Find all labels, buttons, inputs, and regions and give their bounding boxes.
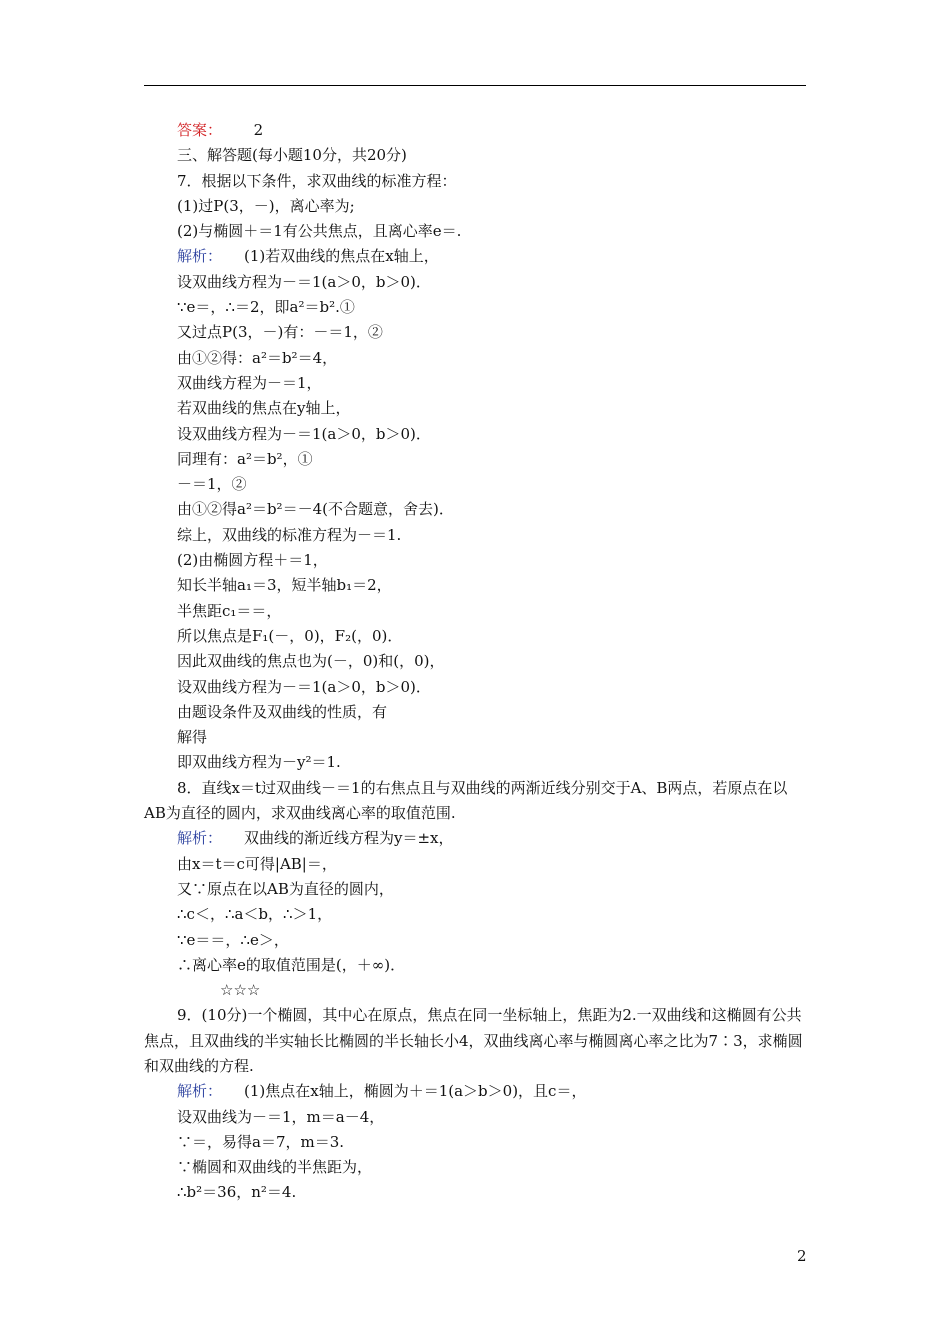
q7-line: 设双曲线方程为－＝1(a＞0，b＞0)． (177, 677, 431, 696)
q9-stem: 9．(10分)一个椭圆，其中心在原点，焦点在同一坐标轴上，焦距为2.一双曲线和这椭圆有公共焦点，且双曲线的半实轴长比椭圆的半长轴长小4，双曲线离心率与椭圆离心率之比为7∶3，求椭圆和双曲线的方程. (144, 1006, 803, 1075)
q8-line: ∴c＜，∴a＜b，∴＞1， (177, 905, 333, 924)
q7-line: 由①②得a²＝b²＝－4(不合题意，舍去)． (177, 500, 454, 519)
q7-line: 综上，双曲线的标准方程为－＝1. (177, 525, 402, 544)
q7-line: 因此双曲线的焦点也为(－，0)和(，0)， (177, 652, 445, 671)
q7-part1: (1)过P(3，－)，离心率为; (177, 196, 355, 215)
page-number: 2 (797, 1247, 807, 1265)
q7-line: 设双曲线方程为－＝1(a＞0，b＞0)． (177, 272, 431, 291)
q7-line: 若双曲线的焦点在y轴上， (177, 399, 351, 418)
q8-analysis-first (144, 826, 806, 851)
q7-line: 设双曲线方程为－＝1(a＞0，b＞0)． (177, 424, 431, 443)
q8-line: 又∵原点在以AB为直径的圆内， (177, 879, 394, 898)
header-rule (144, 85, 806, 86)
q7-line: 半焦距c₁＝＝， (177, 601, 282, 620)
analysis-label: 解析： (177, 1082, 223, 1101)
analysis-label: 解析： (177, 829, 223, 848)
q7-line: 由题设条件及双曲线的性质，有 (177, 702, 388, 721)
q7-line: 双曲线方程为－＝1， (177, 373, 322, 392)
q7-line: 解得 (177, 728, 208, 747)
q8-line: ∵e＝＝，∴e＞， (177, 930, 289, 949)
q7-line: (2)由椭圆方程＋＝1， (177, 551, 328, 570)
q7-line: 知长半轴a₁＝3，短半轴b₁＝2， (177, 576, 392, 595)
q7-analysis-text: (1)若双曲线的焦点在x轴上， (244, 247, 439, 266)
answer-label: 答案： (177, 121, 223, 139)
page-content (144, 118, 806, 1206)
q8-line: 由x＝t＝c可得|AB|＝， (177, 854, 337, 873)
q9-line: ∵＝，易得a＝7，m＝3. (177, 1132, 345, 1151)
answer-line (144, 118, 806, 143)
q7-analysis-first (144, 244, 806, 269)
q7-line: 即双曲线方程为－y²＝1. (177, 753, 341, 772)
q9-line: ∵椭圆和双曲线的半焦距为， (177, 1158, 373, 1177)
q7-line: 由①②得：a²＝b²＝4， (177, 348, 338, 367)
stars-divider: ☆☆☆ (220, 981, 261, 1000)
q9-line: 设双曲线为－＝1，m＝a－4， (177, 1107, 385, 1126)
q9-analysis-first (144, 1079, 806, 1104)
q8-analysis-text: 双曲线的渐近线方程为y＝±x， (244, 829, 454, 848)
q8-line: ∴离心率e的取值范围是(，＋∞)． (177, 955, 406, 974)
q7-line: 同理有：a²＝b²，① (177, 449, 313, 468)
q7-line: 所以焦点是F₁(－，0)，F₂(，0)． (177, 626, 403, 645)
q8-stem: 8．直线x＝t过双曲线－＝1的右焦点且与双曲线的两渐近线分别交于A、B两点，若原点在以AB为直径的圆内，求双曲线离心率的取值范围. (144, 778, 788, 823)
q7-stem: 7．根据以下条件，求双曲线的标准方程： (177, 171, 457, 190)
analysis-label: 解析： (177, 247, 223, 266)
q7-part2: (2)与椭圆＋＝1有公共焦点，且离心率e＝. (177, 222, 462, 241)
q7-line: －＝1，② (177, 475, 247, 494)
answer-value: 2 (253, 121, 264, 139)
q7-line: 又过点P(3，－)有：－＝1，② (177, 323, 383, 342)
q9-line: ∴b²＝36，n²＝4. (177, 1183, 297, 1202)
q9-analysis-text: (1)焦点在x轴上，椭圆为＋＝1(a＞b＞0)，且c＝， (244, 1082, 587, 1101)
q7-line: ∵e＝，∴＝2，即a²＝b².① (177, 298, 355, 317)
section-title: 三、解答题(每小题10分，共20分) (177, 146, 407, 165)
